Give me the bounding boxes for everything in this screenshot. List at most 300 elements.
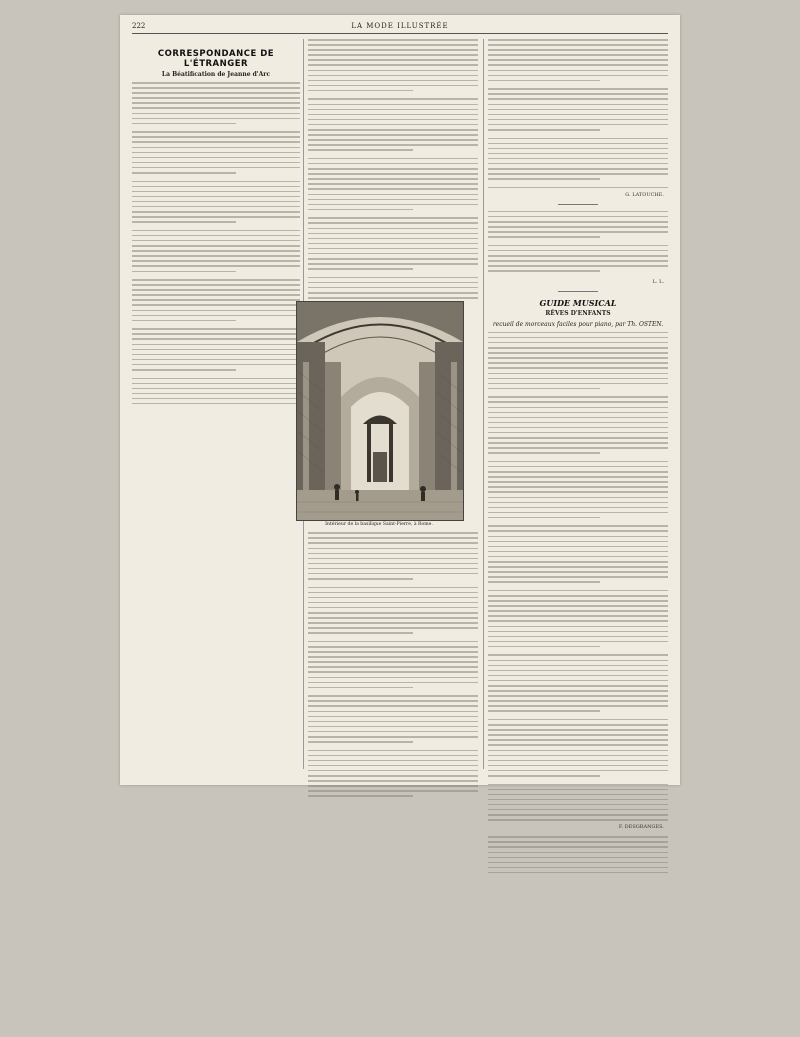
text-line bbox=[308, 741, 413, 743]
text-line bbox=[488, 138, 668, 140]
text-line bbox=[308, 542, 478, 544]
text-line bbox=[132, 294, 300, 296]
text-line bbox=[308, 785, 478, 787]
text-line bbox=[488, 352, 668, 354]
column-1 bbox=[132, 39, 300, 408]
text-line bbox=[308, 641, 478, 643]
text-line bbox=[308, 760, 478, 762]
text-line bbox=[308, 222, 478, 224]
text-line bbox=[488, 867, 668, 869]
text-line bbox=[488, 491, 668, 493]
text-line bbox=[488, 129, 600, 131]
text-line bbox=[308, 233, 478, 235]
text-line bbox=[488, 471, 668, 473]
text-line bbox=[488, 561, 668, 563]
text-line bbox=[488, 114, 668, 116]
text-line bbox=[308, 765, 478, 767]
text-line bbox=[308, 695, 478, 697]
text-line bbox=[308, 537, 478, 539]
text-line bbox=[308, 228, 478, 230]
basilica-engraving bbox=[296, 301, 464, 521]
text-line bbox=[308, 75, 478, 77]
text-line bbox=[308, 199, 478, 201]
text-line bbox=[488, 236, 600, 238]
text-line bbox=[488, 546, 668, 548]
text-line bbox=[488, 626, 668, 628]
text-line bbox=[488, 260, 668, 262]
text-line bbox=[488, 255, 668, 257]
text-line bbox=[308, 736, 478, 738]
text-line bbox=[308, 558, 478, 560]
text-line bbox=[132, 230, 300, 232]
text-line bbox=[488, 507, 668, 509]
article-text bbox=[488, 211, 668, 272]
text-line bbox=[132, 271, 236, 273]
text-line bbox=[488, 187, 668, 189]
text-line bbox=[308, 238, 478, 240]
text-line bbox=[308, 282, 478, 284]
text-line bbox=[488, 804, 668, 806]
text-line bbox=[488, 636, 668, 638]
text-line bbox=[308, 163, 478, 165]
text-line bbox=[488, 163, 668, 165]
text-line bbox=[308, 587, 478, 589]
text-line bbox=[308, 711, 478, 713]
text-line bbox=[308, 194, 478, 196]
text-line bbox=[132, 162, 300, 164]
text-line bbox=[308, 243, 478, 245]
signature: F. DESGRANGES. bbox=[618, 824, 664, 831]
text-line bbox=[132, 221, 236, 223]
text-line bbox=[308, 750, 478, 752]
text-line bbox=[308, 149, 413, 151]
text-line bbox=[308, 209, 413, 211]
text-line bbox=[132, 87, 300, 89]
text-line bbox=[132, 211, 300, 213]
text-line bbox=[132, 393, 300, 395]
text-line bbox=[308, 612, 478, 614]
text-line bbox=[308, 656, 478, 658]
text-line bbox=[488, 93, 668, 95]
text-line bbox=[308, 671, 478, 673]
text-line bbox=[488, 383, 668, 385]
text-line bbox=[488, 250, 668, 252]
text-line bbox=[488, 734, 668, 736]
text-line bbox=[132, 255, 300, 257]
text-line bbox=[132, 398, 300, 400]
text-line bbox=[132, 131, 300, 133]
text-line bbox=[132, 196, 300, 198]
footnote-text bbox=[488, 836, 668, 873]
section-subtitle: RÊVES D'ENFANTS bbox=[545, 309, 611, 317]
text-line bbox=[308, 158, 478, 160]
text-line bbox=[488, 54, 668, 56]
divider bbox=[558, 204, 598, 205]
text-line bbox=[132, 338, 300, 340]
text-line bbox=[308, 632, 413, 634]
text-line bbox=[488, 178, 600, 180]
text-line bbox=[488, 427, 668, 429]
text-line bbox=[488, 765, 668, 767]
text-line bbox=[488, 437, 668, 439]
text-line bbox=[308, 731, 478, 733]
text-line bbox=[308, 607, 478, 609]
text-line bbox=[132, 141, 300, 143]
text-line bbox=[488, 556, 668, 558]
text-line bbox=[488, 784, 668, 786]
text-line bbox=[488, 143, 668, 145]
text-line bbox=[132, 157, 300, 159]
text-line bbox=[132, 240, 300, 242]
text-line bbox=[488, 809, 668, 811]
text-line bbox=[488, 347, 668, 349]
text-line bbox=[308, 64, 478, 66]
text-line bbox=[488, 337, 668, 339]
text-line bbox=[488, 59, 668, 61]
text-line bbox=[132, 107, 300, 109]
text-line bbox=[308, 98, 478, 100]
text-line bbox=[488, 362, 668, 364]
section-title: GUIDE MUSICAL bbox=[539, 297, 617, 308]
signature: G. LATOUCHE. bbox=[625, 191, 664, 198]
text-line bbox=[308, 292, 478, 294]
text-line bbox=[488, 571, 668, 573]
text-line bbox=[488, 729, 668, 731]
text-line bbox=[488, 148, 668, 150]
text-line bbox=[308, 597, 478, 599]
text-line bbox=[488, 654, 668, 656]
text-line bbox=[132, 167, 300, 169]
text-line bbox=[488, 710, 600, 712]
text-line bbox=[488, 755, 668, 757]
text-line bbox=[308, 666, 478, 668]
text-line bbox=[488, 719, 668, 721]
text-line bbox=[308, 548, 478, 550]
text-line bbox=[132, 216, 300, 218]
text-line bbox=[308, 622, 478, 624]
text-line bbox=[488, 231, 668, 233]
text-line bbox=[488, 576, 668, 578]
column-3 bbox=[488, 39, 668, 877]
text-line bbox=[132, 344, 300, 346]
text-line bbox=[488, 814, 668, 816]
text-line bbox=[308, 790, 478, 792]
text-line bbox=[308, 217, 478, 219]
text-line bbox=[308, 173, 478, 175]
text-line bbox=[488, 536, 668, 538]
text-line bbox=[308, 568, 478, 570]
text-line bbox=[308, 39, 478, 41]
text-line bbox=[132, 123, 236, 125]
text-line bbox=[308, 253, 478, 255]
article-text bbox=[488, 39, 668, 188]
text-line bbox=[308, 129, 478, 131]
text-line bbox=[132, 260, 300, 262]
text-line bbox=[308, 114, 478, 116]
text-line bbox=[132, 364, 300, 366]
signature: L. L. bbox=[652, 278, 664, 285]
text-line bbox=[488, 517, 600, 519]
text-line bbox=[132, 369, 236, 371]
text-line bbox=[488, 502, 668, 504]
page-number: 222 bbox=[132, 22, 146, 30]
text-line bbox=[308, 770, 478, 772]
text-line bbox=[308, 80, 478, 82]
text-line bbox=[308, 780, 478, 782]
text-line bbox=[488, 680, 668, 682]
text-line bbox=[488, 109, 668, 111]
text-line bbox=[308, 721, 478, 723]
text-line bbox=[132, 265, 300, 267]
text-line bbox=[132, 333, 300, 335]
text-line bbox=[132, 191, 300, 193]
text-line bbox=[132, 289, 300, 291]
text-line bbox=[488, 124, 668, 126]
text-line bbox=[488, 841, 668, 843]
text-line bbox=[308, 124, 478, 126]
text-line bbox=[488, 442, 668, 444]
text-line bbox=[488, 615, 668, 617]
text-line bbox=[308, 44, 478, 46]
text-line bbox=[488, 789, 668, 791]
text-line bbox=[488, 401, 668, 403]
section-subtitle-2: recueil de morceaux faciles pour piano, par Th. OSTEN. bbox=[492, 320, 664, 328]
text-line bbox=[488, 332, 668, 334]
text-line bbox=[488, 481, 668, 483]
text-line bbox=[308, 532, 478, 534]
text-line bbox=[488, 226, 668, 228]
text-line bbox=[308, 49, 478, 51]
text-line bbox=[308, 144, 478, 146]
text-line bbox=[488, 665, 668, 667]
text-line bbox=[132, 310, 300, 312]
text-line bbox=[488, 367, 668, 369]
text-line bbox=[308, 700, 478, 702]
text-line bbox=[308, 627, 478, 629]
text-line bbox=[308, 563, 478, 565]
text-line bbox=[132, 147, 300, 149]
text-line bbox=[488, 620, 668, 622]
text-line bbox=[308, 287, 478, 289]
text-line bbox=[132, 181, 300, 183]
text-line bbox=[308, 268, 413, 270]
text-line bbox=[132, 388, 300, 390]
text-line bbox=[488, 153, 668, 155]
text-line bbox=[308, 705, 478, 707]
text-line bbox=[488, 70, 668, 72]
text-line bbox=[308, 578, 413, 580]
text-line bbox=[308, 651, 478, 653]
text-line bbox=[488, 39, 668, 41]
text-line bbox=[488, 497, 668, 499]
text-line bbox=[488, 705, 668, 707]
text-line bbox=[488, 417, 668, 419]
text-line bbox=[488, 461, 668, 463]
text-line bbox=[488, 64, 668, 66]
text-line bbox=[308, 109, 478, 111]
text-line bbox=[132, 206, 300, 208]
text-line bbox=[132, 82, 300, 84]
text-line bbox=[488, 794, 668, 796]
text-line bbox=[488, 486, 668, 488]
text-line bbox=[488, 685, 668, 687]
text-line bbox=[132, 315, 300, 317]
text-line bbox=[132, 354, 300, 356]
text-line bbox=[132, 186, 300, 188]
text-line bbox=[488, 432, 668, 434]
text-line bbox=[308, 277, 478, 279]
text-line bbox=[488, 872, 668, 874]
text-line bbox=[308, 168, 478, 170]
text-line bbox=[308, 178, 478, 180]
text-line bbox=[488, 852, 668, 854]
text-line bbox=[308, 85, 478, 87]
text-line bbox=[308, 139, 478, 141]
text-line bbox=[488, 595, 668, 597]
text-line bbox=[488, 119, 668, 121]
column-rule bbox=[483, 39, 484, 769]
text-line bbox=[488, 373, 668, 375]
text-line bbox=[488, 605, 668, 607]
text-line bbox=[308, 677, 478, 679]
text-line bbox=[132, 284, 300, 286]
text-line bbox=[308, 682, 478, 684]
running-header bbox=[132, 21, 668, 34]
text-line bbox=[308, 248, 478, 250]
text-line bbox=[308, 59, 478, 61]
text-line bbox=[132, 299, 300, 301]
text-line bbox=[132, 172, 236, 174]
text-line bbox=[488, 836, 668, 838]
text-line bbox=[132, 320, 236, 322]
text-line bbox=[488, 388, 600, 390]
text-line bbox=[488, 744, 668, 746]
text-line bbox=[132, 136, 300, 138]
text-line bbox=[488, 476, 668, 478]
page bbox=[120, 15, 680, 831]
text-line bbox=[308, 646, 478, 648]
text-line bbox=[308, 661, 478, 663]
text-line bbox=[488, 750, 668, 752]
text-line bbox=[132, 383, 300, 385]
text-line bbox=[488, 857, 668, 859]
text-line bbox=[132, 403, 300, 405]
text-line bbox=[488, 221, 668, 223]
text-line bbox=[488, 600, 668, 602]
article-title: CORRESPONDANCE DE L'ÉTRANGER bbox=[157, 49, 275, 69]
text-line bbox=[488, 378, 668, 380]
text-line bbox=[488, 690, 668, 692]
text-line bbox=[132, 328, 300, 330]
text-line bbox=[488, 407, 668, 409]
text-line bbox=[132, 118, 300, 120]
text-line bbox=[132, 349, 300, 351]
text-line bbox=[488, 641, 668, 643]
text-line bbox=[488, 660, 668, 662]
text-line bbox=[308, 104, 478, 106]
text-line bbox=[308, 134, 478, 136]
article-subtitle: La Béatification de Jeanne d'Arc bbox=[161, 71, 271, 78]
text-line bbox=[488, 447, 668, 449]
text-line bbox=[308, 70, 478, 72]
text-line bbox=[132, 304, 300, 306]
text-line bbox=[132, 201, 300, 203]
text-line bbox=[488, 98, 668, 100]
text-line bbox=[132, 113, 300, 115]
text-line bbox=[488, 342, 668, 344]
text-line bbox=[132, 102, 300, 104]
text-line bbox=[488, 104, 668, 106]
article-text bbox=[488, 332, 668, 821]
text-line bbox=[308, 687, 413, 689]
text-line bbox=[308, 617, 478, 619]
text-line bbox=[488, 862, 668, 864]
text-line bbox=[132, 235, 300, 237]
text-line bbox=[488, 631, 668, 633]
text-line bbox=[488, 566, 668, 568]
text-line bbox=[488, 75, 668, 77]
text-line bbox=[308, 592, 478, 594]
text-line bbox=[488, 80, 600, 82]
text-line bbox=[488, 530, 668, 532]
text-line bbox=[488, 610, 668, 612]
text-line bbox=[488, 670, 668, 672]
text-line bbox=[308, 716, 478, 718]
text-line bbox=[132, 152, 300, 154]
text-line bbox=[308, 90, 413, 92]
text-line bbox=[488, 412, 668, 414]
text-line bbox=[488, 846, 668, 848]
text-line bbox=[488, 590, 668, 592]
text-line bbox=[132, 245, 300, 247]
column-2 bbox=[308, 39, 478, 1037]
text-line bbox=[132, 92, 300, 94]
text-line bbox=[488, 245, 668, 247]
text-line bbox=[308, 297, 478, 299]
text-line bbox=[308, 602, 478, 604]
text-line bbox=[132, 359, 300, 361]
text-line bbox=[308, 775, 478, 777]
text-line bbox=[308, 204, 478, 206]
text-line bbox=[488, 760, 668, 762]
text-line bbox=[488, 770, 668, 772]
text-line bbox=[308, 263, 478, 265]
text-line bbox=[308, 188, 478, 190]
text-line bbox=[488, 775, 600, 777]
text-line bbox=[488, 675, 668, 677]
text-line bbox=[488, 44, 668, 46]
text-line bbox=[488, 724, 668, 726]
text-line bbox=[308, 54, 478, 56]
text-line bbox=[488, 819, 668, 821]
text-line bbox=[308, 726, 478, 728]
text-line bbox=[488, 581, 600, 583]
text-line bbox=[132, 97, 300, 99]
article-text bbox=[132, 82, 300, 404]
text-line bbox=[488, 211, 668, 213]
text-line bbox=[308, 795, 413, 797]
text-line bbox=[488, 270, 600, 272]
text-line bbox=[308, 258, 478, 260]
text-line bbox=[488, 216, 668, 218]
text-line bbox=[488, 265, 668, 267]
text-line bbox=[488, 422, 668, 424]
text-line bbox=[488, 739, 668, 741]
text-line bbox=[488, 168, 668, 170]
text-line bbox=[132, 378, 300, 380]
figure-caption: Intérieur de la basilique Saint-Pierre, à Rome. bbox=[325, 522, 433, 527]
divider bbox=[558, 291, 598, 292]
